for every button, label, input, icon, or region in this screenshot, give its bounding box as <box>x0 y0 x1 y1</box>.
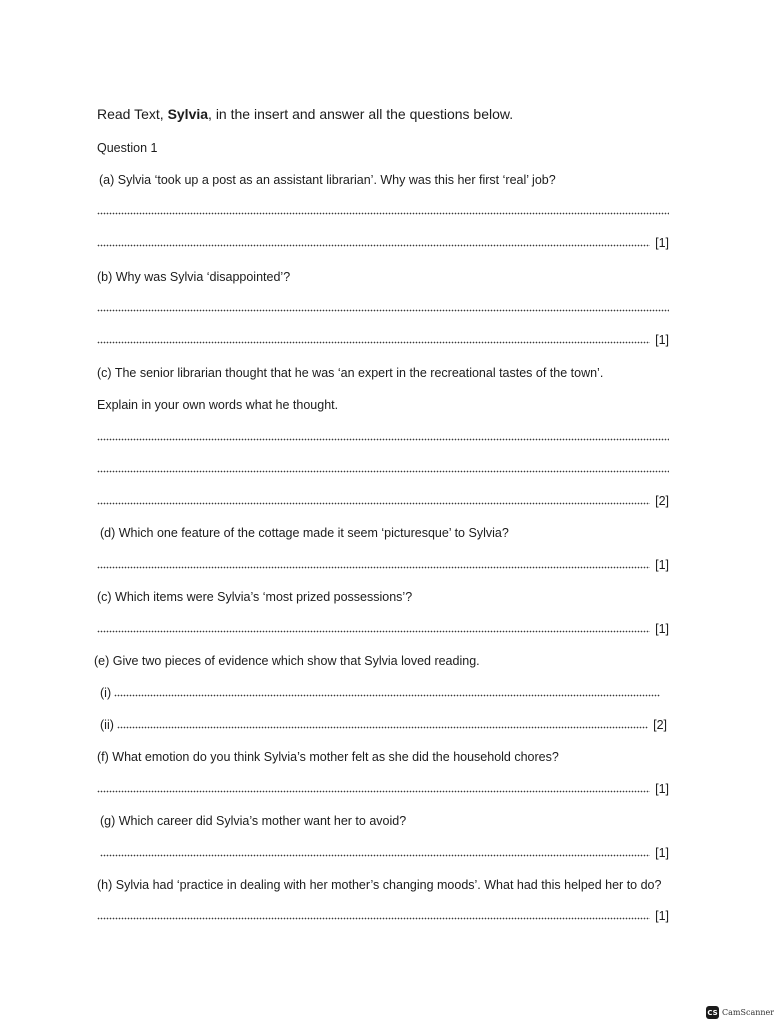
answer-line-d[interactable] <box>97 558 669 572</box>
answer-line-e-ii[interactable] <box>100 718 667 732</box>
dotted-line <box>97 630 650 633</box>
question-a: (a) Sylvia ‘took up a post as an assistant librarian’. Why was this her first ‘real’ job? <box>99 173 556 187</box>
question-h: (h) Sylvia had ‘practice in dealing with her mother’s changing moods’. What had this helped her to do? <box>97 878 662 892</box>
text-title: Sylvia <box>167 106 209 122</box>
dotted-line <box>97 212 669 215</box>
dotted-line <box>114 694 660 697</box>
dotted-line <box>97 470 669 473</box>
dotted-line <box>97 502 650 505</box>
answer-line-possessions[interactable] <box>97 622 669 636</box>
dotted-line <box>97 244 650 247</box>
dotted-line <box>97 566 650 569</box>
answer-line-h[interactable] <box>97 909 669 923</box>
answer-line-a-1[interactable] <box>97 204 669 218</box>
mark-e: [2] <box>653 718 667 732</box>
mark-possessions: [1] <box>655 622 669 636</box>
dotted-line <box>97 438 669 441</box>
answer-line-c-2[interactable] <box>97 462 669 476</box>
mark-f: [1] <box>655 782 669 796</box>
answer-line-c-1[interactable] <box>97 430 669 444</box>
dotted-line <box>100 854 650 857</box>
instructions-end: , in the insert and answer all the questions below. <box>208 106 514 122</box>
label-ii: (ii) <box>100 718 114 732</box>
camscanner-watermark <box>706 1006 774 1019</box>
question-d: (d) Which one feature of the cottage made it seem ‘picturesque’ to Sylvia? <box>100 526 509 540</box>
question-g: (g) Which career did Sylvia’s mother want her to avoid? <box>100 814 407 828</box>
camscanner-logo-icon: CS <box>706 1006 719 1019</box>
mark-g: [1] <box>655 846 669 860</box>
question-c-instruction: Explain in your own words what he thought. <box>97 398 339 412</box>
answer-line-b-2[interactable] <box>97 333 669 347</box>
answer-line-f[interactable] <box>97 782 669 796</box>
mark-d: [1] <box>655 558 669 572</box>
mark-a: [1] <box>655 236 669 250</box>
question-b: (b) Why was Sylvia ‘disappointed’? <box>97 270 291 284</box>
instructions-start: Read Text, <box>97 106 168 122</box>
dotted-line <box>97 790 650 793</box>
mark-h: [1] <box>655 909 669 923</box>
question-c: (c) The senior librarian thought that he was ‘an expert in the recreational tastes of the town’. <box>97 366 604 380</box>
label-i: (i) <box>100 686 112 700</box>
answer-line-a-2[interactable] <box>97 236 669 250</box>
question-f: (f) What emotion do you think Sylvia’s mother felt as she did the household chores? <box>97 750 559 764</box>
question-heading: Question 1 <box>97 141 158 155</box>
question-e: (e) Give two pieces of evidence which show that Sylvia loved reading. <box>94 654 480 668</box>
answer-line-c-3[interactable] <box>97 494 669 508</box>
dotted-line <box>97 309 669 312</box>
instructions <box>97 106 513 122</box>
dotted-line <box>97 341 650 344</box>
question-possessions: (c) Which items were Sylvia’s ‘most prized possessions’? <box>97 590 413 604</box>
mark-c: [2] <box>655 494 669 508</box>
camscanner-label: CamScanner <box>722 1008 774 1017</box>
answer-line-e-i[interactable] <box>100 686 660 700</box>
dotted-line <box>117 726 648 729</box>
mark-b: [1] <box>655 333 669 347</box>
answer-line-b-1[interactable] <box>97 301 669 315</box>
answer-line-g[interactable] <box>100 846 669 860</box>
dotted-line <box>97 917 650 920</box>
